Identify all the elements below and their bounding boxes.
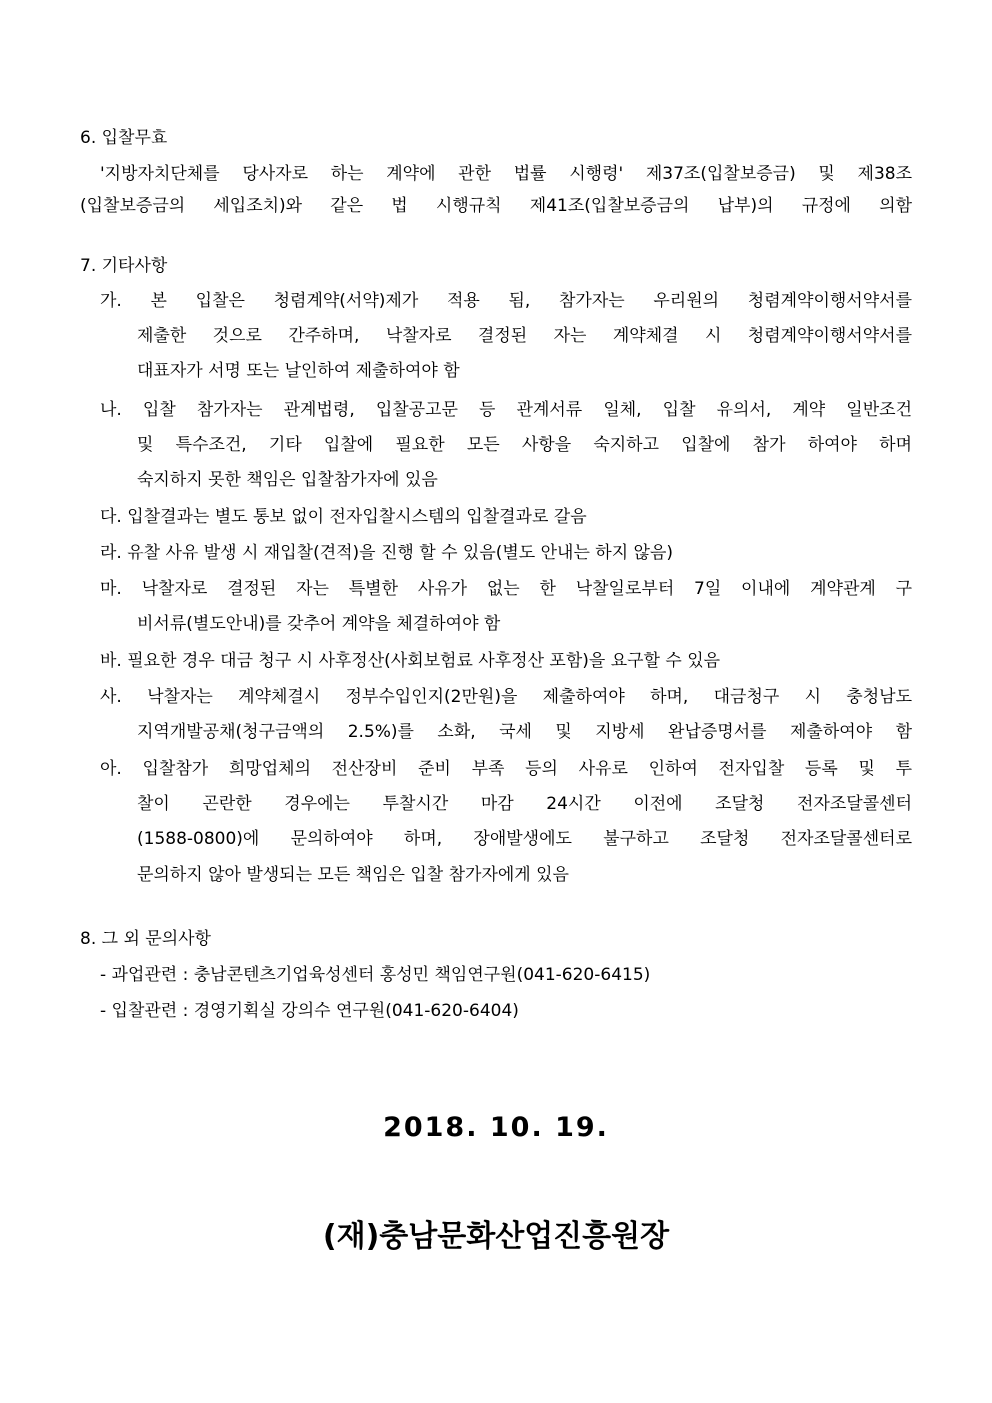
- item-na-line-3: 숙지하지 못한 책임은 입찰참가자에 있음: [137, 470, 438, 490]
- section-8-heading: 8. 그 외 문의사항: [80, 929, 211, 949]
- organization-name: (재)충남문화산업진흥원장: [322, 1219, 670, 1254]
- item-a-line-4: 문의하지 않아 발생되는 모든 책임은 입찰 참가자에게 있음: [137, 865, 569, 885]
- item-a-line-3: (1588-0800)에 문의하여야 하며, 장애발생에도 불구하고 조달청 전자조달콜센터로: [137, 829, 912, 849]
- item-na-line-1: 나. 입찰 참가자는 관계법령, 입찰공고문 등 관계서류 일체, 입찰 유의서, 계약 일반조건: [100, 400, 912, 420]
- item-ra-line-1: 라. 유찰 사유 발생 시 재입찰(견적)을 진행 할 수 있음(별도 안내는 하지 않음): [100, 543, 674, 563]
- item-na-line-2: 및 특수조건, 기타 입찰에 필요한 모든 사항을 숙지하고 입찰에 참가 하여야 하며: [137, 435, 912, 455]
- item-ma-line-2: 비서류(별도안내)를 갖추어 계약을 체결하여야 함: [137, 614, 501, 634]
- section-7-heading: 7. 기타사항: [80, 256, 168, 276]
- section-6-line-2: (입찰보증금의 세입조치)와 같은 법 시행규칙 제41조(입찰보증금의 납부)의 규정에 의함: [80, 196, 912, 216]
- contact-task-line: - 과업관련 : 충남콘텐츠기업육성센터 홍성민 책임연구원(041-620-6415): [100, 965, 651, 985]
- item-ba-line-1: 바. 필요한 경우 대금 청구 시 사후정산(사회보험료 사후정산 포함)을 요구할 수 있음: [100, 651, 721, 671]
- item-a-line-1: 아. 입찰참가 희망업체의 전산장비 준비 부족 등의 사유로 인하여 전자입찰 등록 및 투: [100, 759, 912, 779]
- contact-bid-line: - 입찰관련 : 경영기획실 강의수 연구원(041-620-6404): [100, 1001, 519, 1021]
- item-ga-line-1: 가. 본 입찰은 청렴계약(서약)제가 적용 됨, 참가자는 우리원의 청렴계약이행서약서를: [100, 291, 912, 311]
- section-6-heading: 6. 입찰무효: [80, 128, 168, 148]
- item-ma-line-1: 마. 낙찰자로 결정된 자는 특별한 사유가 없는 한 낙찰일로부터 7일 이내에 계약관계 구: [100, 579, 912, 599]
- item-sa-line-1: 사. 낙찰자는 계약체결시 정부수입인지(2만원)을 제출하여야 하며, 대금청구 시 충청남도: [100, 687, 912, 707]
- item-ga-line-3: 대표자가 서명 또는 날인하여 제출하여야 함: [137, 361, 460, 381]
- item-ga-line-2: 제출한 것으로 간주하며, 낙찰자로 결정된 자는 계약체결 시 청렴계약이행서약서를: [137, 326, 912, 346]
- item-a-line-2: 찰이 곤란한 경우에는 투찰시간 마감 24시간 이전에 조달청 전자조달콜센터: [137, 794, 912, 814]
- section-6-line-1: '지방자치단체를 당사자로 하는 계약에 관한 법률 시행령' 제37조(입찰보증금) 및 제38조: [100, 164, 912, 184]
- document-date: 2018. 10. 19.: [383, 1112, 609, 1143]
- item-da-line-1: 다. 입찰결과는 별도 통보 없이 전자입찰시스템의 입찰결과로 갈음: [100, 507, 587, 527]
- item-sa-line-2: 지역개발공채(청구금액의 2.5%)를 소화, 국세 및 지방세 완납증명서를 제출하여야 함: [137, 722, 912, 742]
